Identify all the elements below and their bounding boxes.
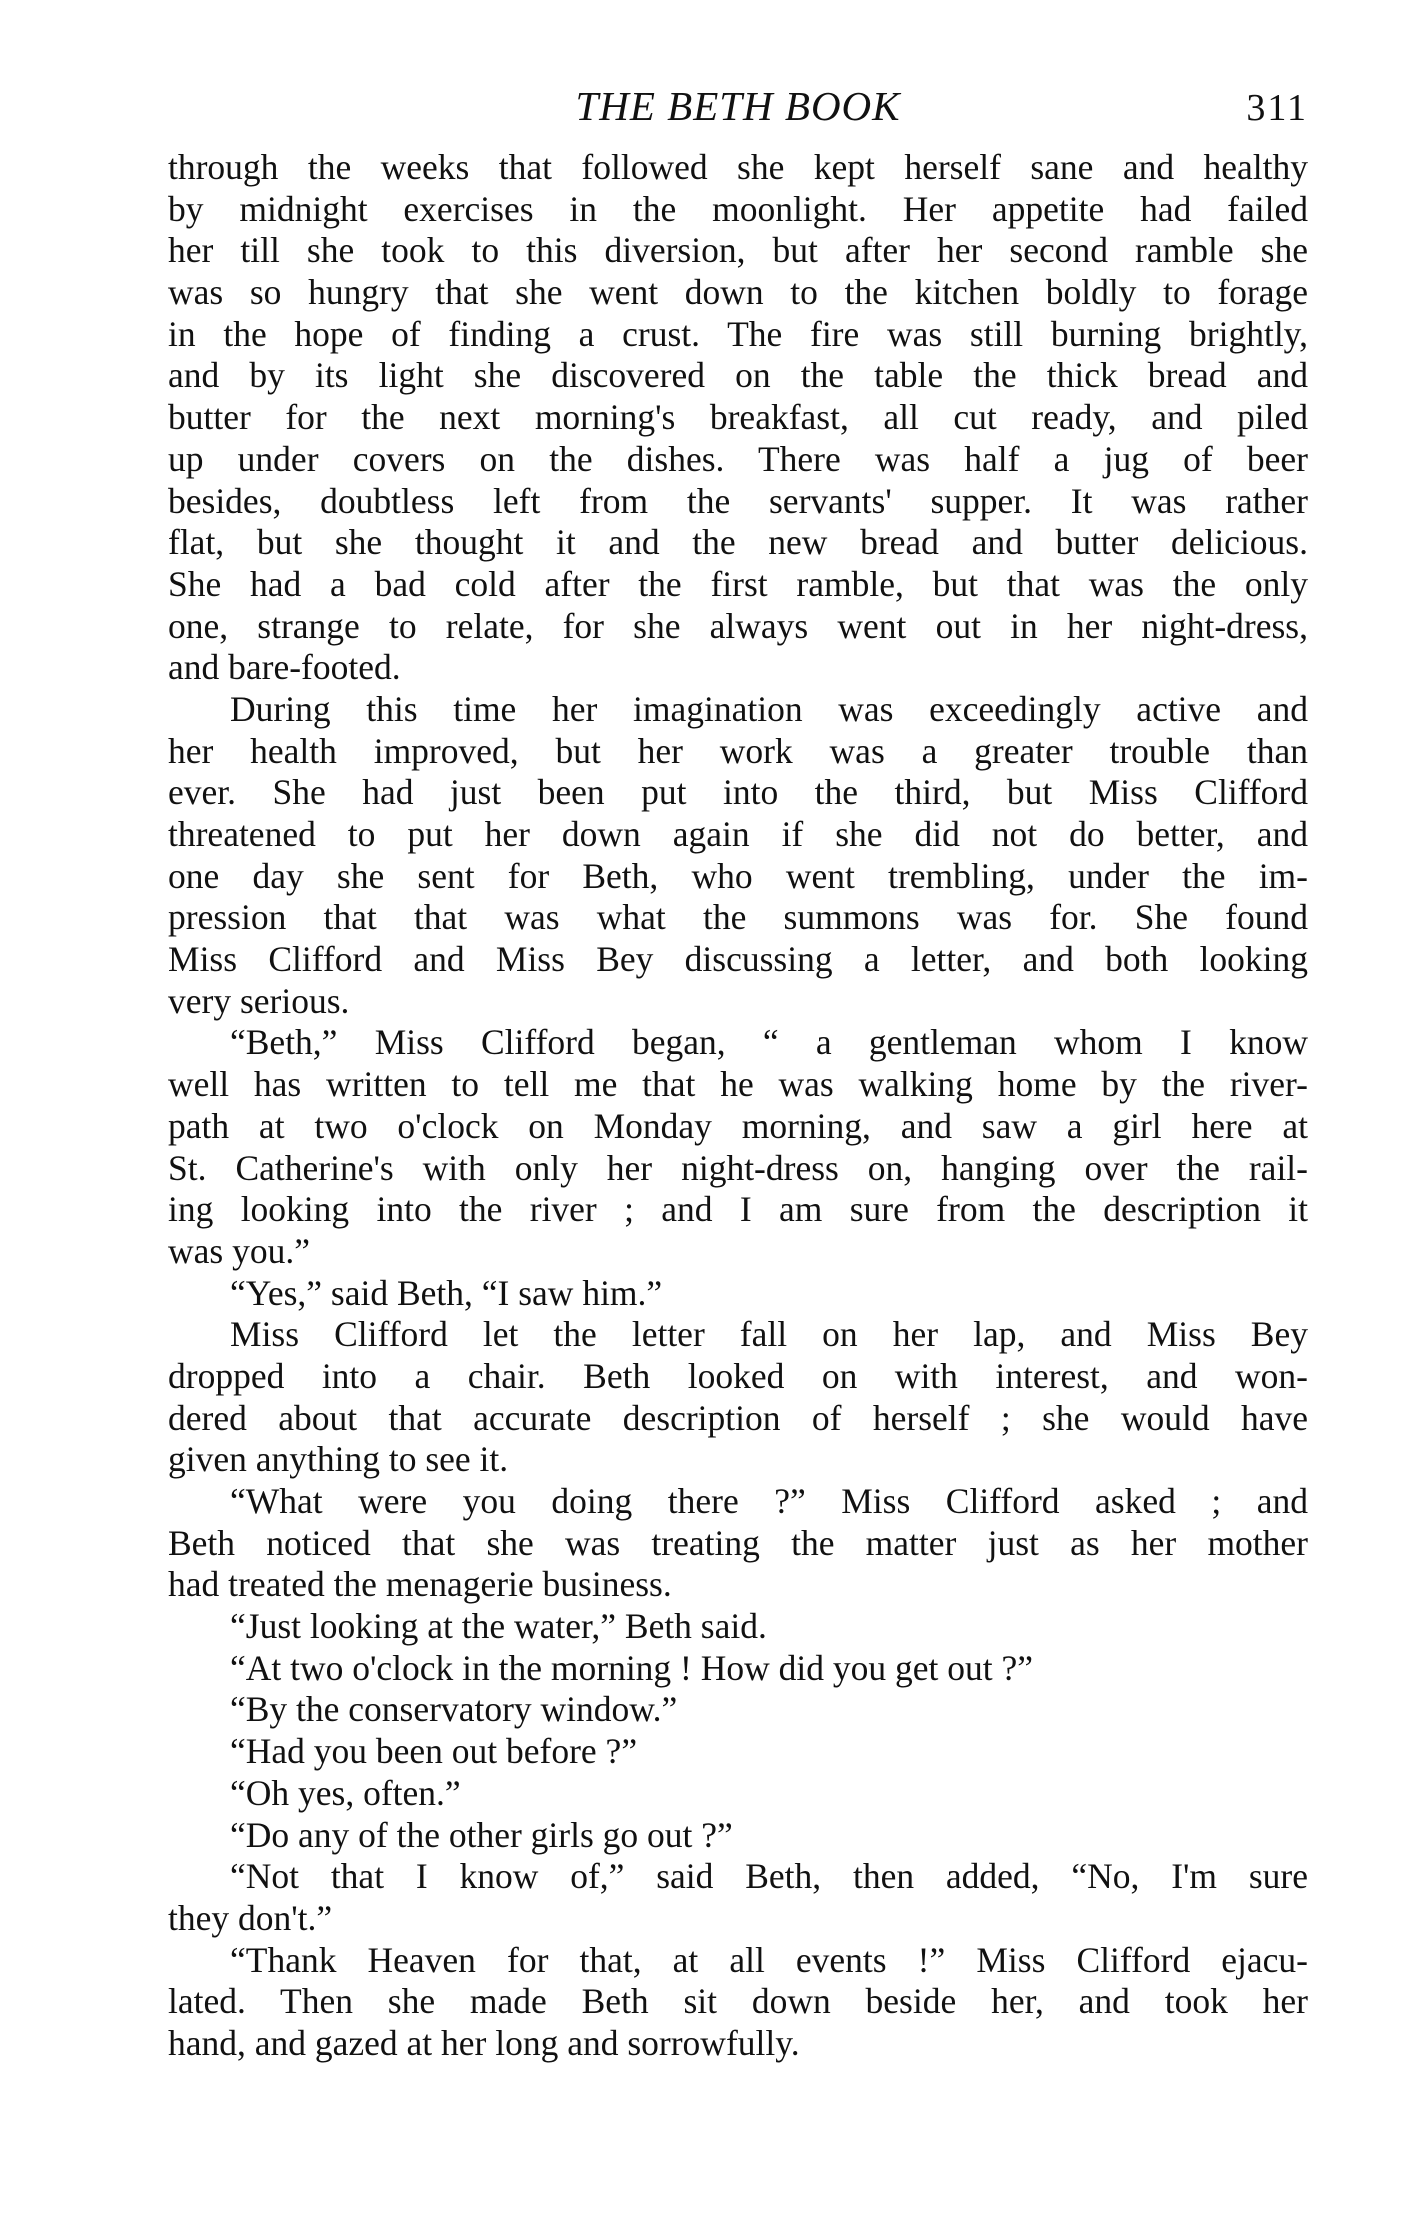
text-line: given anything to see it. [168, 1439, 509, 1480]
text-line: very serious. [168, 980, 350, 1021]
text-line: they don't.” [168, 1897, 333, 1938]
text-line: “Had you been out before ?” [230, 1731, 638, 1772]
text-line: her health improved, but her work was a greater trouble than [168, 730, 1308, 771]
paragraph [168, 1022, 1308, 1272]
text-line: one, strange to relate, for she always went out in her night-dress, [168, 605, 1308, 646]
paragraph [168, 1273, 1308, 1315]
text-line: and by its light she discovered on the table the thick bread and [168, 355, 1308, 396]
text-line: hand, and gazed at her long and sorrowfully. [168, 2022, 800, 2063]
text-line: “Oh yes, often.” [230, 1772, 461, 1813]
text-line: “Yes,” said Beth, “I saw him.” [230, 1272, 663, 1313]
text-line: Miss Clifford and Miss Bey discussing a letter, and both looking [168, 939, 1308, 980]
text-line: dered about that accurate description of herself ; she would have [168, 1397, 1308, 1438]
paragraph [168, 1648, 1308, 1690]
text-line: ing looking into the river ; and I am sure from the description it [168, 1189, 1308, 1230]
text-line: was so hungry that she went down to the kitchen boldly to forage [168, 272, 1308, 313]
paragraph [168, 1856, 1308, 1939]
text-line: up under covers on the dishes. There was half a jug of beer [168, 438, 1308, 479]
running-head [168, 78, 1308, 134]
text-line: “What were you doing there ?” Miss Clifford asked ; and [230, 1481, 1308, 1521]
page-number: 311 [1246, 87, 1308, 129]
text-line: flat, but she thought it and the new bread and butter delicious. [168, 522, 1308, 563]
text-line: pression that that was what the summons was for. She found [168, 897, 1308, 938]
text-line: “By the conservatory window.” [230, 1689, 678, 1730]
text-line: “At two o'clock in the morning ! How did you get out ?” [230, 1647, 1034, 1688]
paragraph [168, 689, 1308, 1023]
paragraph [168, 1689, 1308, 1731]
text-line: well has written to tell me that he was walking home by the river- [168, 1064, 1308, 1105]
text-line: “Thank Heaven for that, at all events !” Miss Clifford ejacu- [230, 1939, 1308, 1980]
text-line: and bare-footed. [168, 647, 401, 688]
paragraph [168, 1940, 1308, 2065]
paragraph [168, 1314, 1308, 1481]
text-line: in the hope of finding a crust. The fire was still burning brightly, [168, 313, 1308, 354]
paragraph [168, 1773, 1308, 1815]
text-line: threatened to put her down again if she did not do better, and [168, 814, 1308, 854]
text-line: “Beth,” Miss Clifford began, “ a gentleman whom I know [230, 1022, 1308, 1063]
text-line: ever. She had just been put into the third, but Miss Clifford [168, 772, 1308, 813]
body-text [168, 147, 1308, 2065]
text-line: “Not that I know of,” said Beth, then added, “No, I'm sure [230, 1856, 1308, 1897]
running-title: THE BETH BOOK [575, 83, 901, 129]
text-line: had treated the menagerie business. [168, 1564, 672, 1605]
text-line: butter for the next morning's breakfast, all cut ready, and piled [168, 397, 1308, 438]
text-line: “Do any of the other girls go out ?” [230, 1814, 733, 1855]
text-line: St. Catherine's with only her night-dress on, hanging over the rail- [168, 1147, 1308, 1188]
text-line: During this time her imagination was exceedingly active and [230, 688, 1308, 729]
text-line: one day she sent for Beth, who went trembling, under the im- [168, 855, 1308, 896]
text-line: by midnight exercises in the moonlight. Her appetite had failed [168, 188, 1308, 229]
text-line: her till she took to this diversion, but after her second ramble she [168, 230, 1308, 271]
text-line: lated. Then she made Beth sit down beside her, and took her [168, 1981, 1308, 2022]
text-line: “Just looking at the water,” Beth said. [230, 1606, 767, 1647]
text-line: dropped into a chair. Beth looked on with interest, and won- [168, 1355, 1308, 1396]
paragraph [168, 1481, 1308, 1606]
paragraph [168, 1731, 1308, 1773]
text-line: She had a bad cold after the first ramble, but that was the only [168, 563, 1308, 604]
text-line: Miss Clifford let the letter fall on her lap, and Miss Bey [230, 1314, 1308, 1355]
text-line: besides, doubtless left from the servants' supper. It was rather [168, 480, 1308, 521]
text-line: was you.” [168, 1230, 310, 1271]
paragraph [168, 1606, 1308, 1648]
text-line: Beth noticed that she was treating the matter just as her mother [168, 1522, 1308, 1563]
paragraph [168, 1815, 1308, 1857]
paragraph [168, 147, 1308, 689]
text-line: through the weeks that followed she kept herself sane and healthy [168, 147, 1308, 187]
text-line: path at two o'clock on Monday morning, and saw a girl here at [168, 1105, 1308, 1146]
